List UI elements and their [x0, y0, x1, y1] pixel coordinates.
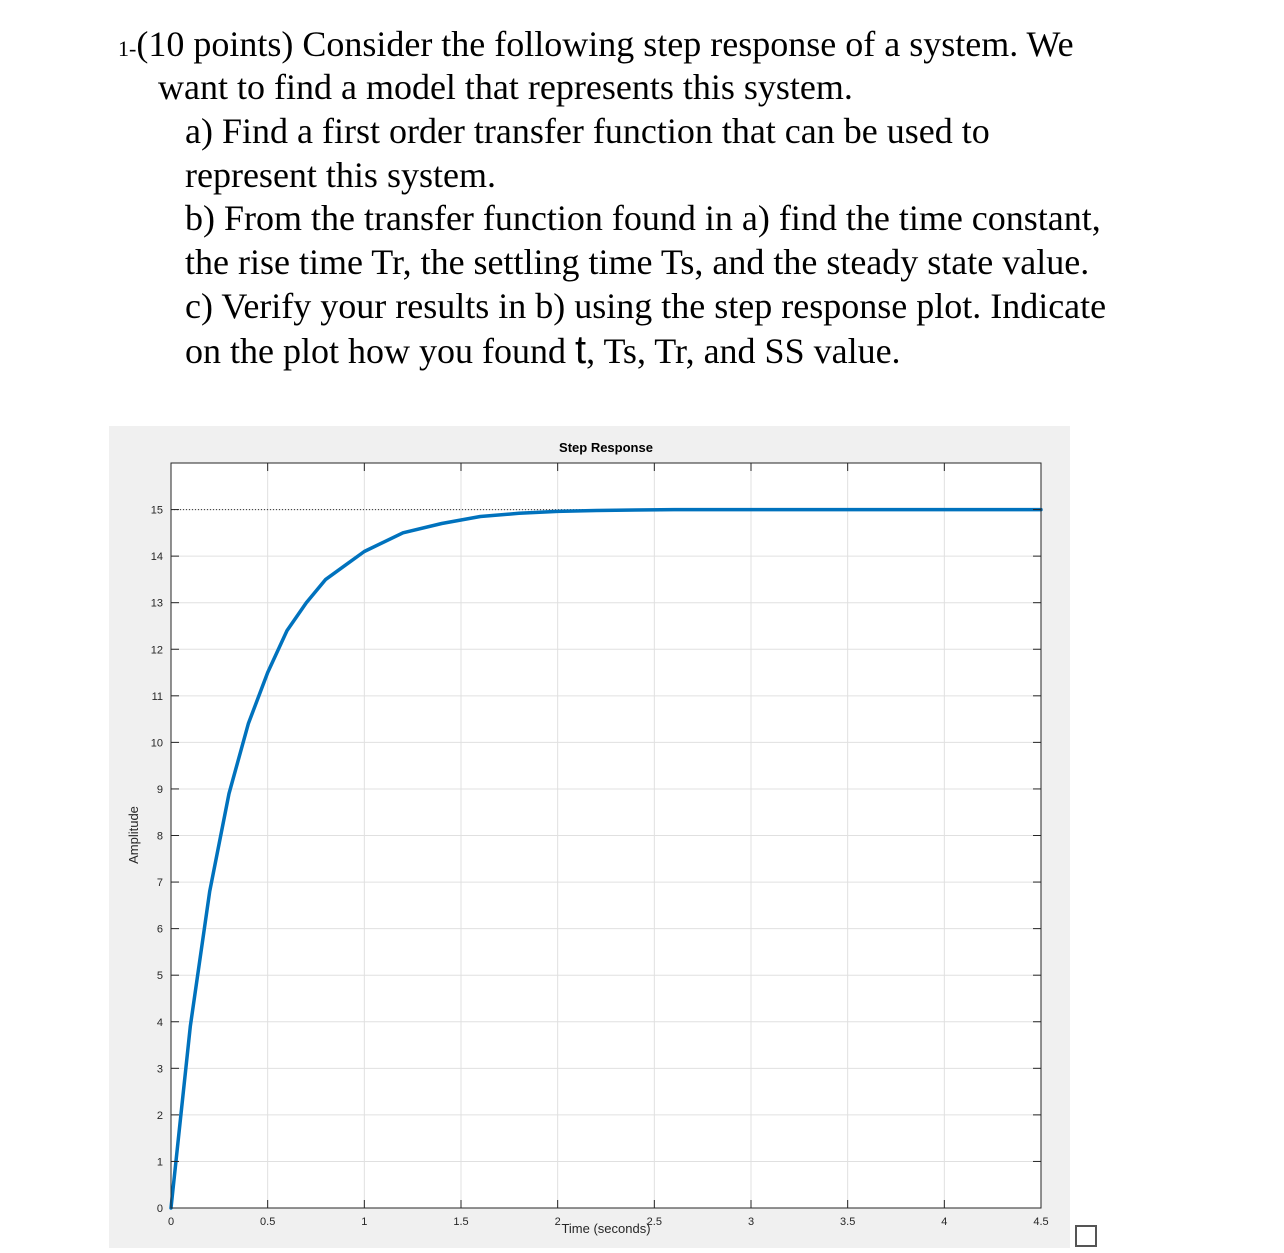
figure-window: [109, 426, 1070, 1248]
x-tick-label: 0.5: [260, 1216, 276, 1228]
x-tick-label: 4.5: [1033, 1216, 1049, 1228]
y-tick-label: 15: [150, 504, 163, 517]
tau-symbol: t: [574, 328, 587, 372]
x-tick-label: 2: [554, 1216, 561, 1228]
part-c-line-2: [185, 330, 901, 371]
y-tick-label: 10: [150, 737, 163, 750]
question-intro: (10 points) Consider the following step response of a system. We: [136, 24, 1074, 64]
x-tick-label: 3: [747, 1216, 755, 1228]
question-line-2: want to find a model that represents this system.: [158, 67, 853, 107]
y-tick-label: 13: [150, 597, 163, 610]
y-axis-label: Amplitude: [126, 806, 141, 864]
question-number: 1-: [118, 36, 137, 61]
answer-checkbox[interactable]: [1075, 1225, 1097, 1247]
part-c-line-1: c) Verify your results in b) using the step response plot. Indicate: [185, 286, 1107, 326]
y-tick-label: 7: [156, 877, 163, 890]
part-c-text-b: , Ts, Tr, and SS value.: [586, 331, 901, 371]
step-response-chart: [109, 426, 1070, 1248]
y-tick-labels: [151, 505, 163, 1215]
part-a-line-1: a) Find a first order transfer function that can be used to: [185, 111, 990, 151]
y-tick-label: 3: [156, 1063, 163, 1076]
question-line-1: [118, 24, 1074, 69]
x-tick-label: 2.5: [646, 1216, 662, 1228]
part-b-line-2: the rise time Tr, the settling time Ts, and the steady state value.: [185, 242, 1090, 282]
chart-title: Step Response: [559, 440, 653, 455]
x-tick-label: 3.5: [840, 1216, 856, 1228]
part-b-line-1: b) From the transfer function found in a) find the time constant,: [185, 198, 1101, 238]
x-tick-label: 1.5: [453, 1216, 469, 1228]
x-tick-label: 0: [167, 1216, 175, 1228]
x-axis-label: Time (seconds): [561, 1221, 651, 1236]
y-tick-label: 1: [156, 1156, 163, 1169]
y-tick-label: 5: [156, 970, 163, 983]
y-tick-label: 8: [156, 830, 163, 843]
x-tick-label: 1: [361, 1216, 368, 1228]
part-c-text-a: on the plot how you found: [185, 331, 575, 371]
y-tick-label: 12: [150, 644, 163, 657]
x-tick-label: 4: [941, 1216, 948, 1228]
y-tick-label: 9: [156, 783, 163, 796]
question-text: [0, 0, 1284, 400]
part-a-line-2: represent this system.: [185, 155, 496, 195]
y-tick-label: 6: [156, 923, 163, 936]
y-tick-label: 11: [151, 690, 163, 703]
y-tick-label: 4: [156, 1016, 163, 1029]
y-tick-label: 0: [156, 1203, 163, 1215]
y-tick-label: 14: [150, 551, 163, 564]
y-tick-label: 2: [156, 1109, 163, 1122]
